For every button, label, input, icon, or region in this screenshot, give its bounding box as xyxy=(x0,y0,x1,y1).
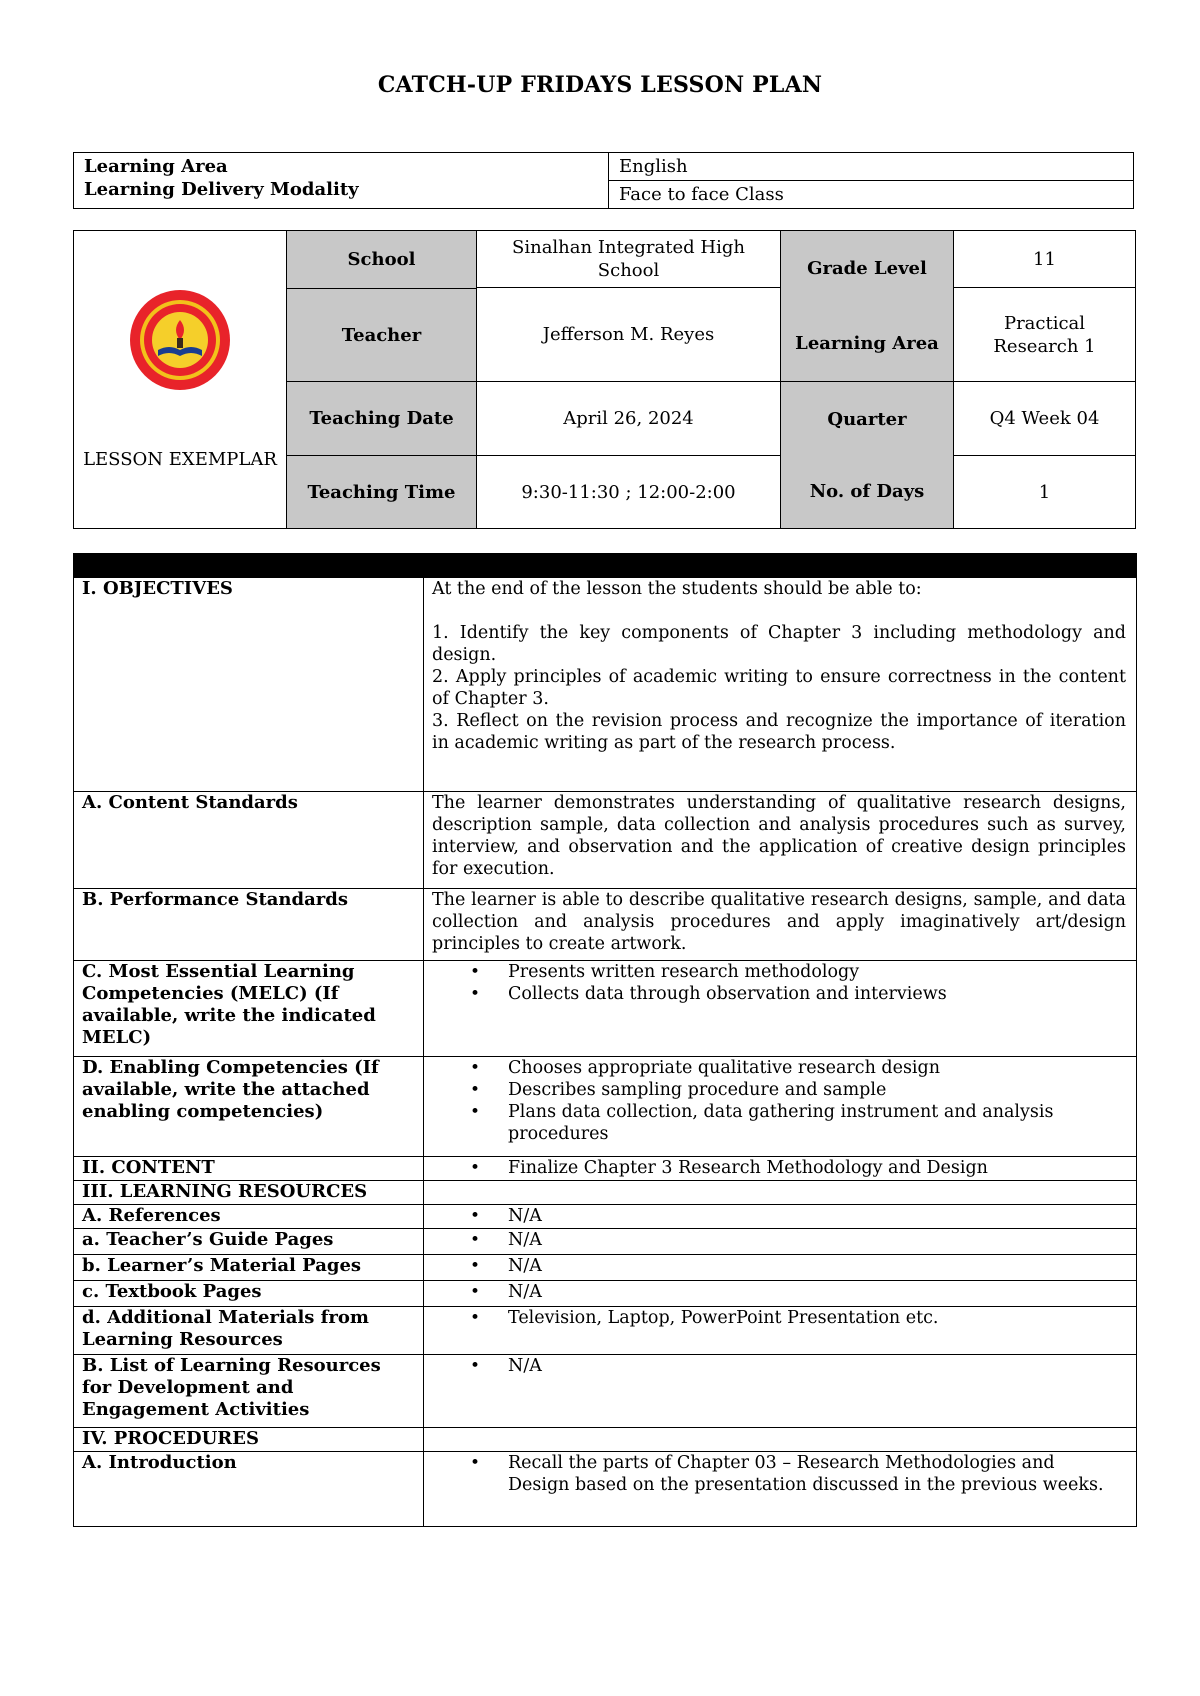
teachers-guide-item: • N/A xyxy=(508,1229,1128,1251)
learning-area-label-2: Learning Area xyxy=(795,332,939,354)
objectives-text xyxy=(424,578,1137,792)
learning-resources-label: III. LEARNING RESOURCES xyxy=(74,1181,424,1205)
days-label: No. of Days xyxy=(809,481,925,502)
grade-level-label: Grade Level xyxy=(807,258,927,279)
learners-material-label: b. Learner’s Material Pages xyxy=(74,1255,424,1281)
learning-area-table xyxy=(73,152,1134,209)
quarter-label: Quarter xyxy=(827,408,907,430)
procedures-label: IV. PROCEDURES xyxy=(74,1428,424,1452)
header-bar xyxy=(74,554,1137,578)
teacher-value: Jefferson M. Reyes xyxy=(477,288,781,382)
textbook-pages-label: c. Textbook Pages xyxy=(74,1281,424,1307)
objective-item: 3. Reflect on the revision process and recognize the importance of iteration in academic writing as part of the research process. xyxy=(432,711,1126,753)
modality-value: Face to face Class xyxy=(619,184,784,205)
deped-seal-icon xyxy=(128,288,232,392)
introduction-item: • Recall the parts of Chapter 03 – Research Methodologies and Design based on the presentation discussed in the previous weeks. xyxy=(508,1452,1112,1496)
list-item: • Plans data collection, data gathering instrument and analysis procedures xyxy=(508,1101,1128,1145)
quarter-value: Q4 Week 04 xyxy=(954,382,1136,456)
page-title: CATCH-UP FRIDAYS LESSON PLAN xyxy=(377,72,823,98)
learning-area-value-2: Practical Research 1 xyxy=(954,288,1136,382)
learning-area-label: Learning Area Learning Delivery Modality xyxy=(74,153,609,209)
days-value: 1 xyxy=(954,456,1136,529)
teaching-date-value: April 26, 2024 xyxy=(477,382,781,456)
melc-label: C. Most Essential Learning Competencies (MELC) (If available, write the indicated MELC) xyxy=(74,961,424,1057)
school-label: School xyxy=(287,231,476,289)
school-value: Sinalhan Integrated High School xyxy=(477,231,781,288)
content-label: II. CONTENT xyxy=(74,1157,424,1181)
lesson-plan-table xyxy=(73,553,1137,1527)
textbook-pages-item: • N/A xyxy=(508,1281,1128,1303)
lesson-header-table xyxy=(73,230,1136,529)
teaching-time-value: 9:30-11:30 ; 12:00-2:00 xyxy=(477,456,781,529)
references-item: • N/A xyxy=(508,1205,1128,1227)
grade-level-value: 11 xyxy=(954,231,1136,288)
lesson-exemplar-label: LESSON EXEMPLAR xyxy=(83,449,277,470)
learners-material-item: • N/A xyxy=(508,1255,1128,1277)
melc-list xyxy=(432,961,1128,1005)
performance-standards-label: B. Performance Standards xyxy=(74,889,424,961)
introduction-label: A. Introduction xyxy=(74,1452,424,1527)
performance-standards-text: The learner is able to describe qualitative research designs, sample, and data collection and analysis procedures and apply imaginatively art/design principles to create artwork. xyxy=(424,889,1137,961)
enabling-list xyxy=(432,1057,1128,1145)
objectives-intro: At the end of the lesson the students should be able to: xyxy=(432,579,922,599)
content-standards-text: The learner demonstrates understanding of qualitative research designs, description sample, data collection and analysis procedures such as survey, interview, and observation and the application of creative design principles for execution. xyxy=(424,792,1137,889)
teaching-date-label: Teaching Date xyxy=(287,382,476,456)
additional-materials-item: • Television, Laptop, PowerPoint Presentation etc. xyxy=(508,1307,1128,1329)
list-item: • Chooses appropriate qualitative research design xyxy=(508,1057,1128,1079)
list-item: • Collects data through observation and interviews xyxy=(508,983,1128,1005)
modality-label: Learning Delivery Modality xyxy=(84,179,359,200)
learning-area-value: English xyxy=(609,153,1133,181)
resource-list-label: B. List of Learning Resources for Development and Engagement Activities xyxy=(74,1355,424,1428)
content-item: • Finalize Chapter 3 Research Methodology and Design xyxy=(508,1157,1128,1179)
objective-item: 2. Apply principles of academic writing to ensure correctness in the content of Chapter 3. xyxy=(432,667,1126,709)
teacher-label: Teacher xyxy=(341,324,422,346)
objective-item: 1. Identify the key components of Chapter 3 including methodology and design. xyxy=(432,623,1126,665)
logo-cell xyxy=(74,231,287,529)
enabling-competencies-label: D. Enabling Competencies (If available, write the attached enabling competencies) xyxy=(74,1057,424,1157)
additional-materials-label: d. Additional Materials from Learning Resources xyxy=(74,1307,424,1355)
references-label: A. References xyxy=(74,1205,424,1229)
list-item: • Describes sampling procedure and sample xyxy=(508,1079,1128,1101)
teachers-guide-label: a. Teacher’s Guide Pages xyxy=(74,1229,424,1255)
teaching-time-label: Teaching Time xyxy=(307,481,456,503)
resource-list-item: • N/A xyxy=(508,1355,1128,1377)
list-item: • Presents written research methodology xyxy=(508,961,1128,983)
objectives-label: I. OBJECTIVES xyxy=(74,578,424,792)
content-standards-label: A. Content Standards xyxy=(74,792,424,889)
